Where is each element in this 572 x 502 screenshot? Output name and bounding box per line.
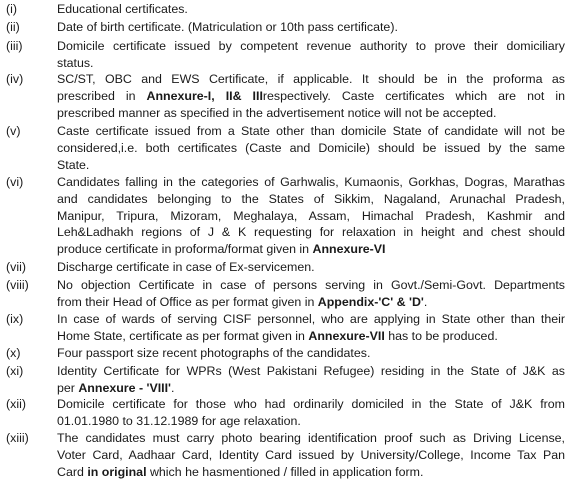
text-run: which he hasmentioned / filled in application form.	[146, 464, 424, 479]
list-item-text-line	[57, 89, 565, 105]
list-item-text-line	[57, 329, 565, 345]
list-item-number: (xiii)	[6, 431, 29, 445]
text-run: Domicile certificate issued by competent revenue authority to prove their domiciliary	[57, 39, 565, 53]
list-item-text-line	[57, 192, 565, 208]
list-item-number: (v)	[6, 124, 21, 138]
list-item-text-line	[57, 158, 565, 174]
text-run: The candidates must carry photo bearing identification proof such as Driving License,	[57, 431, 565, 445]
list-item-text-line	[57, 312, 565, 328]
list-item-text-line	[57, 242, 565, 258]
list-item-text-line	[57, 465, 565, 481]
list-item-text-line	[57, 20, 565, 36]
list-item-text-line	[57, 124, 565, 140]
text-run: from their Head of Office as per format given in	[57, 294, 318, 309]
bold-reference: Annexure-VII	[308, 328, 385, 343]
list-item-text-line	[57, 346, 565, 362]
list-item-number: (iii)	[6, 39, 23, 53]
list-item-text-line	[57, 364, 565, 380]
text-run: prescribed manner as specified in the advertisement notice will not be accepted.	[57, 105, 497, 120]
text-run: Card	[57, 464, 88, 479]
text-run: per	[57, 380, 79, 395]
list-item-text-line	[57, 278, 565, 294]
list-item-text-line	[57, 381, 565, 397]
text-run: Home State, certificate as per format given in	[57, 328, 309, 343]
list-item-text-line	[57, 397, 565, 413]
list-item-text-line	[57, 39, 565, 55]
text-run: Identity Certificate for WPRs (West Pakistani Refugee) residing in the State of J&K as	[57, 364, 565, 378]
list-item-text-line	[57, 209, 565, 225]
text-run: considered,i.e. both certificates (Caste and Domicile) should be issued by the same	[57, 140, 565, 155]
text-run: has to be produced.	[384, 328, 498, 343]
list-item-text-line	[57, 2, 565, 18]
text-run: prescribed in	[57, 88, 147, 103]
text-run: status.	[57, 55, 94, 70]
list-item-number: (viii)	[6, 278, 29, 292]
list-item-text-line	[57, 175, 565, 191]
text-run: Four passport size recent photographs of the candidates.	[57, 346, 371, 360]
text-run: SC/ST, OBC and EWS Certificate, if applicable. It should be in the proforma as	[57, 72, 565, 86]
text-run: Discharge certificate in case of Ex-servicemen.	[57, 260, 315, 274]
bold-reference: Annexure - 'VIII'	[78, 380, 172, 395]
text-run: State.	[57, 157, 90, 172]
text-run: respectively. Caste certificates which are not in	[262, 88, 565, 103]
text-run: Date of birth certificate. (Matriculation or 10th pass certificate).	[57, 20, 398, 34]
text-run: Caste certificate issued from a State other than domicile State of candidate will not be	[57, 124, 565, 138]
list-item-text-line	[57, 72, 565, 88]
list-item-number: (iv)	[6, 72, 24, 86]
list-item-text-line	[57, 141, 565, 157]
list-item-text-line	[57, 431, 565, 447]
list-item-text-line	[57, 225, 565, 241]
text-run: In case of wards of serving CISF personnel, who are applying in State other than their	[57, 312, 565, 326]
text-run: Manipur, Tripura, Mizoram, Meghalaya, Assam, Himachal Pradesh, Kashmir and	[57, 208, 565, 223]
text-run: Candidates falling in the categories of Garhwalis, Kumaonis, Gorkhas, Dogras, Marathas	[57, 175, 565, 189]
bold-reference: Appendix-'C' & 'D'	[317, 294, 424, 309]
list-item-text-line	[57, 448, 565, 464]
text-run: Domicile certificate for those who had ordinarily domiciled in the State of J&K from	[57, 397, 565, 411]
text-run: Leh&Ladhakh regions of J & K requesting for relaxation in height and chest should	[57, 225, 565, 240]
list-item-text-line	[57, 106, 565, 122]
list-item-text-line	[57, 414, 565, 430]
text-run: .	[423, 294, 428, 309]
list-item-text-line	[57, 260, 565, 276]
text-run: Educational certificates.	[57, 2, 188, 16]
list-item-number: (ii)	[6, 20, 20, 34]
text-run: 01.01.1980 to 31.12.1989 for age relaxation.	[57, 413, 301, 428]
text-run: and candidates belonging to the States of Sikkim, Nagaland, Arunachal Pradesh,	[57, 191, 565, 206]
list-item-number: (ix)	[6, 312, 24, 326]
bold-reference: Annexure-VI	[312, 242, 386, 257]
text-run: .	[171, 380, 175, 395]
list-item-number: (i)	[6, 2, 18, 16]
list-item-number: (xii)	[6, 397, 26, 411]
list-item-number: (x)	[6, 346, 21, 360]
text-run: No objection Certificate in case of persons serving in Govt./Semi-Govt. Departments	[57, 278, 565, 292]
list-item-text-line	[57, 56, 565, 72]
bold-reference: Annexure-I, II& III	[146, 88, 263, 103]
text-run: Voter Card, Aadhaar Card, Identity Card issued by University/College, Income Tax Pan	[57, 447, 565, 462]
list-item-number: (xi)	[6, 364, 24, 378]
bold-reference: in original	[87, 464, 147, 479]
text-run: produce certificate in proforma/format given in	[57, 242, 313, 257]
list-item-number: (vii)	[6, 260, 26, 274]
list-item-text-line	[57, 295, 565, 311]
list-item-number: (vi)	[6, 175, 24, 189]
